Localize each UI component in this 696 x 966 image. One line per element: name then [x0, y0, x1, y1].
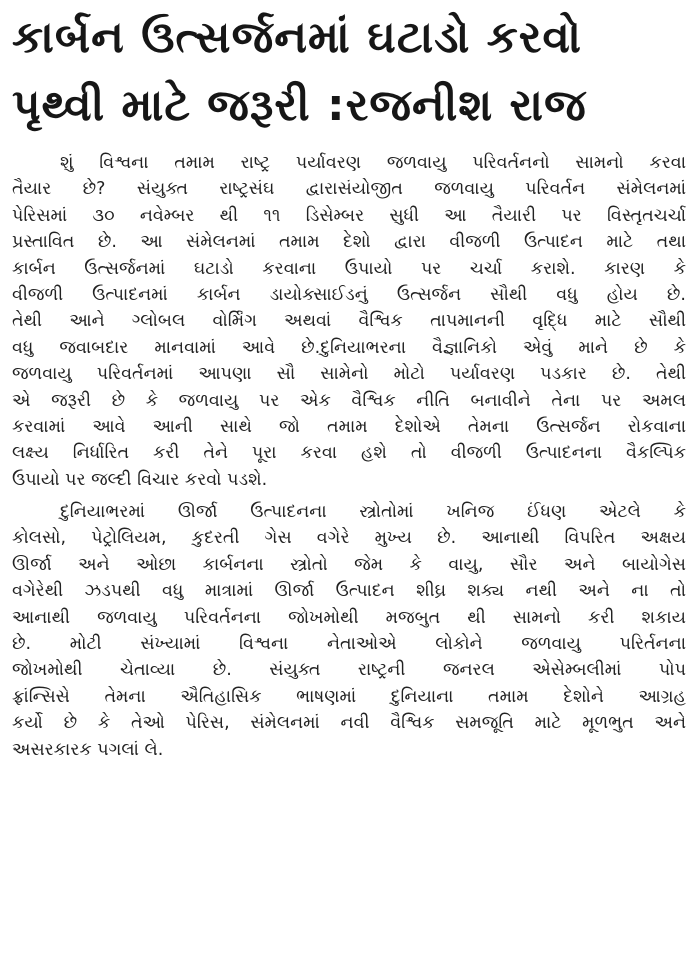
text-line: ઊર્જા અને ઓછા કાર્બનના સ્ત્રોતો જેમ કે વાયુ, સૌર અને બાયોગેસ [12, 554, 686, 575]
text-line: કાર્બન ઉત્સર્જનમાં ઘટાડો કરવાના ઉપાયો પર ચર્ચા કરાશે. કારણ કે [12, 258, 686, 279]
text-line: જોખમોથી ચેતાવ્યા છે. સંયુક્ત રાષ્ટ્રની જનરલ એસેમ્બલીમાં પોપ [12, 660, 686, 681]
text-line: કોલસો, પેટ્રોલિયમ, કુદરતી ગેસ વગેરે મુખ્ય છે. આનાથી વિપરિત અક્ષય [12, 528, 686, 549]
text-line: લક્ષ્ય નિર્ધારિત કરી તેને પૂરા કરવા હશે તો વીજળી ઉત્પાદનના વૈકલ્પિક [12, 443, 686, 464]
headline [12, 4, 686, 140]
text-line: ફ્રાંન્સિસે તેમના ઐતિહાસિક ભાષણમાં દુનિયાના તમામ દેશોને આગ્રહ [12, 686, 686, 707]
text-line: વીજળી ઉત્પાદનમાં કાર્બન ડાયોક્સાઈડનું ઉત્સર્જન સૌથી વધુ હોય છે. [12, 284, 686, 305]
article-body [12, 150, 686, 763]
text-line: અસરકારક પગલાં લે. [12, 739, 164, 760]
text-line: જળવાયુ પરિવર્તનમાં આપણા સૌ સામેનો મોટો પર્યાવરણ પડકાર છે. તેથી [12, 364, 686, 385]
text-line: એ જરૂરી છે કે જળવાયુ પર એક વૈશ્વિક નીતિ બનાવીને તેના પર અમલ [12, 390, 686, 411]
paragraph-2 [12, 499, 686, 763]
text-line: દુનિયાભરમાં ઊર્જા ઉત્પાદનના સ્ત્રોતોમાં ખનિજ ઈંધણ એટલે કે [60, 502, 686, 523]
text-line: વગેરેથી ઝડપથી વધુ માત્રામાં ઊર્જા ઉત્પાદન શીઘ્ર શક્ય નથી અને ના તો [12, 581, 686, 602]
text-line: કરવામાં આવે આની સાથે જો તમામ દેશોએ તેમના ઉત્સર્જન રોકવાના [12, 416, 686, 437]
text-line: પેરિસમાં ૩૦ નવેમ્બર થી ૧૧ ડિસેમ્બર સુધી આ તૈયારી પર વિસ્તૃતચર્ચા [12, 205, 686, 226]
text-line: તેથી આને ગ્લોબલ વોર્મિંગ અથવાં વૈશ્વિક તાપમાનની વૃદ્ધિ માટે સૌથી [12, 311, 686, 332]
headline-line: કાર્બન ઉત્સર્જનમાં ઘટાડો કરવો [12, 12, 582, 63]
text-line: પ્રસ્તાવિત છે. આ સંમેલનમાં તમામ દેશો દ્વારા વીજળી ઉત્પાદન માટે તથા [12, 232, 686, 253]
text-line: શું વિશ્વના તમામ રાષ્ટ્ર પર્યાવરણ જળવાયુ પરિવર્તનનો સામનો કરવા [60, 153, 686, 173]
text-line: આનાથી જળવાયુ પરિવર્તનના જોખમોથી મજબુત થી સામનો કરી શકાય [12, 607, 686, 628]
headline-line: પૃથ્વી માટે જરૂરી :રજનીશ રાજ [12, 80, 587, 131]
text-line: કર્યો છે કે તેઓ પેરિસ, સંમેલનમાં નવી વૈશ્વિક સમજૂતિ માટે મૂળભુત અને [12, 713, 686, 734]
text-line: છે. મોટી સંખ્યામાં વિશ્વના નેતાઓએ લોકોને જળવાયુ પરિર્તનના [12, 634, 686, 655]
text-line: તૈયાર છે? સંયુક્ત રાષ્ટ્રસંઘ દ્વારાસંયોજીત જળવાયુ પરિવર્તન સંમેલનમાં [12, 179, 686, 200]
text-line: વધુ જવાબદાર માનવામાં આવે છે.દુનિયાભરના વૈજ્ઞાનિકો એવું માને છે કે [12, 337, 686, 358]
paragraph-1 [12, 150, 686, 493]
text-line: ઉપાયો પર જલ્દી વિચાર કરવો પડશે. [12, 469, 268, 490]
